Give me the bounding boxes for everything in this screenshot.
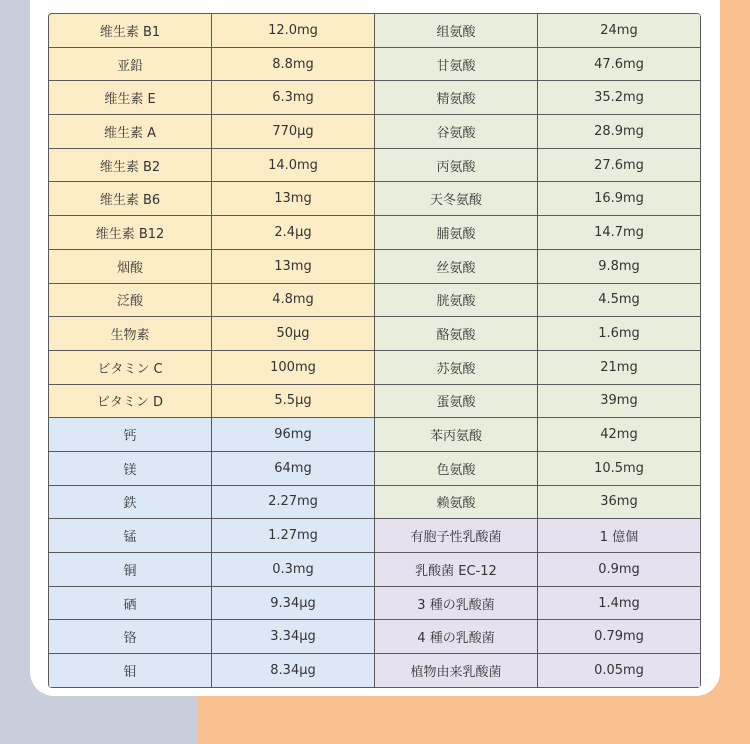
ingredient-name-cell: 胱氨酸 (375, 284, 538, 318)
ingredient-name-cell: 谷氨酸 (375, 115, 538, 149)
ingredient-name-cell: 苯丙氨酸 (375, 418, 538, 452)
nutrient-name-cell: ビタミン C (49, 351, 212, 385)
nutrient-amount-cell: 9.34µg (212, 587, 375, 621)
ingredient-name-cell: 脯氨酸 (375, 216, 538, 250)
ingredient-name-cell: 色氨酸 (375, 452, 538, 486)
ingredient-amount-cell: 36mg (538, 486, 701, 520)
nutrient-name-cell: 维生素 E (49, 81, 212, 115)
ingredient-name-cell: 3 種の乳酸菌 (375, 587, 538, 621)
ingredient-amount-cell: 10.5mg (538, 452, 701, 486)
nutrient-name-cell: 铜 (49, 553, 212, 587)
nutrient-amount-cell: 13mg (212, 182, 375, 216)
nutrient-amount-cell: 0.3mg (212, 553, 375, 587)
nutrient-amount-cell: 12.0mg (212, 14, 375, 48)
nutrient-amount-cell: 13mg (212, 250, 375, 284)
nutrient-amount-cell: 6.3mg (212, 81, 375, 115)
nutrient-amount-cell: 770µg (212, 115, 375, 149)
ingredient-name-cell: 赖氨酸 (375, 486, 538, 520)
ingredient-amount-cell: 0.9mg (538, 553, 701, 587)
nutrient-amount-cell: 4.8mg (212, 284, 375, 318)
ingredient-amount-cell: 0.05mg (538, 654, 701, 688)
ingredient-amount-cell: 1 億個 (538, 519, 701, 553)
ingredient-name-cell: 蛋氨酸 (375, 385, 538, 419)
ingredient-amount-cell: 24mg (538, 14, 701, 48)
ingredient-amount-cell: 35.2mg (538, 81, 701, 115)
nutrient-amount-cell: 96mg (212, 418, 375, 452)
nutrient-amount-cell: 64mg (212, 452, 375, 486)
ingredient-amount-cell: 1.6mg (538, 317, 701, 351)
ingredient-amount-cell: 27.6mg (538, 149, 701, 183)
ingredient-amount-cell: 0.79mg (538, 620, 701, 654)
ingredient-name-cell: 4 種の乳酸菌 (375, 620, 538, 654)
nutrient-amount-cell: 2.4µg (212, 216, 375, 250)
ingredient-name-cell: 丝氨酸 (375, 250, 538, 284)
nutrient-name-cell: 维生素 B12 (49, 216, 212, 250)
nutrition-table (48, 13, 701, 688)
ingredient-name-cell: 组氨酸 (375, 14, 538, 48)
nutrient-name-cell: 锰 (49, 519, 212, 553)
ingredient-name-cell: 植物由来乳酸菌 (375, 654, 538, 688)
ingredient-name-cell: 甘氨酸 (375, 48, 538, 82)
nutrient-name-cell: 铬 (49, 620, 212, 654)
nutrient-amount-cell: 2.27mg (212, 486, 375, 520)
nutrient-name-cell: 镁 (49, 452, 212, 486)
ingredient-amount-cell: 42mg (538, 418, 701, 452)
nutrient-name-cell: 钼 (49, 654, 212, 688)
nutrient-name-cell: 维生素 B6 (49, 182, 212, 216)
nutrient-name-cell: ビタミン D (49, 385, 212, 419)
ingredient-amount-cell: 14.7mg (538, 216, 701, 250)
nutrient-name-cell: 亚鉛 (49, 48, 212, 82)
nutrient-name-cell: 钙 (49, 418, 212, 452)
nutrient-amount-cell: 3.34µg (212, 620, 375, 654)
nutrient-amount-cell: 8.34µg (212, 654, 375, 688)
ingredient-amount-cell: 39mg (538, 385, 701, 419)
ingredient-amount-cell: 47.6mg (538, 48, 701, 82)
ingredient-name-cell: 有胞子性乳酸菌 (375, 519, 538, 553)
ingredient-amount-cell: 28.9mg (538, 115, 701, 149)
nutrient-name-cell: 烟酸 (49, 250, 212, 284)
ingredient-name-cell: 丙氨酸 (375, 149, 538, 183)
nutrient-name-cell: 泛酸 (49, 284, 212, 318)
nutrient-name-cell: 硒 (49, 587, 212, 621)
ingredient-amount-cell: 9.8mg (538, 250, 701, 284)
ingredient-name-cell: 乳酸菌 EC-12 (375, 553, 538, 587)
nutrient-name-cell: 维生素 B1 (49, 14, 212, 48)
nutrient-amount-cell: 100mg (212, 351, 375, 385)
ingredient-name-cell: 酪氨酸 (375, 317, 538, 351)
ingredient-name-cell: 精氨酸 (375, 81, 538, 115)
nutrient-amount-cell: 8.8mg (212, 48, 375, 82)
ingredient-amount-cell: 4.5mg (538, 284, 701, 318)
ingredient-amount-cell: 21mg (538, 351, 701, 385)
nutrient-amount-cell: 14.0mg (212, 149, 375, 183)
nutrient-name-cell: 鉄 (49, 486, 212, 520)
nutrient-name-cell: 生物素 (49, 317, 212, 351)
nutrient-name-cell: 维生素 B2 (49, 149, 212, 183)
ingredient-amount-cell: 1.4mg (538, 587, 701, 621)
nutrient-amount-cell: 50µg (212, 317, 375, 351)
nutrient-amount-cell: 5.5µg (212, 385, 375, 419)
ingredient-name-cell: 苏氨酸 (375, 351, 538, 385)
ingredient-amount-cell: 16.9mg (538, 182, 701, 216)
nutrient-amount-cell: 1.27mg (212, 519, 375, 553)
ingredient-name-cell: 天冬氨酸 (375, 182, 538, 216)
nutrient-name-cell: 维生素 A (49, 115, 212, 149)
